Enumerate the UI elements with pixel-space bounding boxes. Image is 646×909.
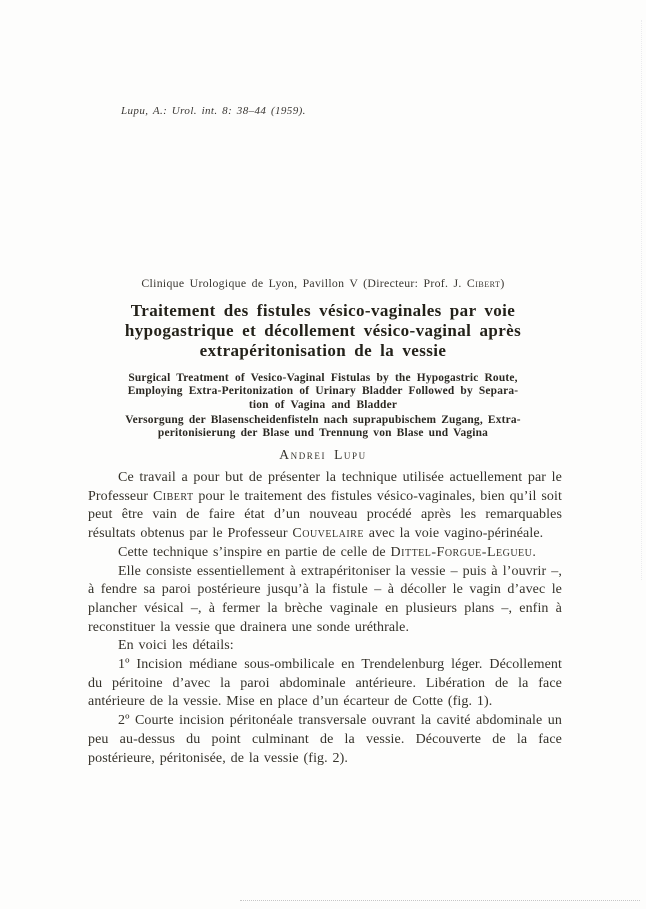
clinic-affiliation-prefix: Clinique Urologique de Lyon, Pavillon V (Directeur: Prof. J.	[141, 276, 467, 290]
person-name: Couvelaire	[292, 526, 364, 542]
person-name: Cibert	[152, 488, 194, 504]
paragraph-text: Ce travail a pour but de présenter la technique utilisée actuellement par le Professeur	[88, 470, 562, 504]
body-paragraph	[88, 637, 562, 656]
title-line: Traitement des fistules vésico-vaginales par voie	[130, 301, 516, 320]
body-paragraph	[88, 712, 562, 768]
paragraph-text: 1º Incision médiane sous-ombilicale en Trendelenburg léger. Décollement du péritoine d’avec la paroi abdominale antérieure. Libération de la face antérieure de la vessie. Mise en place d’un écarteur de Cotte (fig. 1).	[88, 657, 562, 710]
paragraph-text: pour le traitement des fistules vésico-vaginales, bien qu’il soit peut être vain de faire état d’un nouveau procédé après les remarquables résultats obtenus par le Professeur	[88, 488, 562, 542]
body-paragraph	[88, 656, 562, 712]
paragraph-text: En voici les détails:	[118, 638, 234, 654]
subtitle-line: peritonisierung der Blase und Trennung von Blase und Vagina	[157, 426, 489, 439]
clinic-affiliation-line	[84, 276, 562, 291]
journal-citation: Lupu, A.: Urol. int. 8: 38–44 (1959).	[121, 105, 306, 117]
body-paragraph	[88, 469, 562, 544]
paragraph-text: Elle consiste essentiellement à extrapéritoniser la vessie – puis à l’ouvrir –, à fendre sa paroi postérieure jusqu’à la fistule – à décoller le vagin d’avec le plancher vésical –, à fermer la brèche vaginale en plusieurs plans –, enfin à reconstituer la vessie que drainera une sonde uréthrale.	[88, 563, 562, 635]
scan-artifact-bottom-dots	[240, 900, 640, 901]
body-paragraphs	[88, 469, 562, 768]
person-name: Dittel-Forgue-Legueu	[390, 544, 533, 560]
author-name: Andrei Lupu	[279, 447, 367, 462]
scan-artifact-right-dots	[641, 20, 642, 580]
clinic-affiliation-suffix: )	[500, 276, 505, 290]
article-title-french	[84, 301, 562, 361]
body-paragraph	[88, 563, 562, 638]
article-subtitle-german	[84, 414, 562, 440]
director-name: Cibert	[466, 276, 501, 290]
title-line: extrapéritonisation de la vessie	[199, 341, 447, 360]
body-paragraph	[88, 544, 562, 563]
paragraph-text: .	[532, 544, 536, 560]
title-line: hypogastrique et décollement vésico-vaginal après	[124, 321, 522, 340]
subtitle-line: Surgical Treatment of Vesico-Vaginal Fistulas by the Hypogastric Route,	[128, 372, 518, 384]
paragraph-text: avec la voie vagino-périnéale.	[363, 526, 544, 542]
article-subtitle-english	[84, 372, 562, 412]
paragraph-text: Cette technique s’inspire en partie de celle de	[118, 544, 391, 560]
paragraph-text: 2º Courte incision péritonéale transversale ouvrant la cavité abdominale un peu au-dessus du point culminant de la vessie. Découverte de la face postérieure, péritonisée, de la vessie (fig. 2).	[88, 713, 562, 766]
subtitle-line: Versorgung der Blasenscheidenfisteln nach suprapubischem Zugang, Extra-	[125, 414, 521, 426]
subtitle-line: Employing Extra-Peritonization of Urinary Bladder Followed by Separa-	[127, 385, 519, 398]
subtitle-line: tion of Vagina and Bladder	[248, 398, 398, 411]
